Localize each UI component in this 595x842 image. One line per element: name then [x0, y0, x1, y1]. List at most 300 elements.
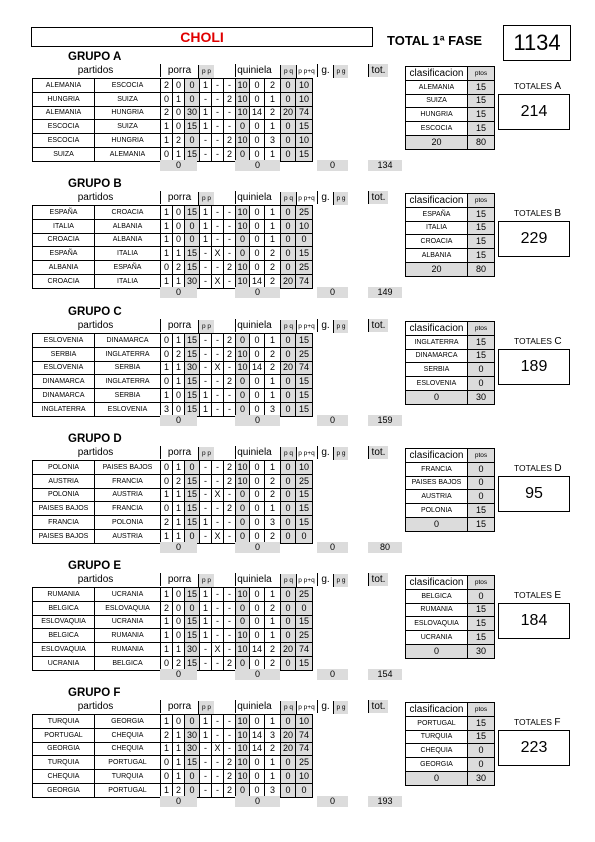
header-tot: tot. [368, 446, 388, 459]
match-pq: 0 [236, 502, 250, 516]
match-away: DINAMARCA [95, 334, 161, 348]
match-row [33, 389, 316, 403]
match-p1: 0 [161, 347, 173, 361]
match-pp: 30 [185, 361, 200, 375]
match-home: GEORGIA [33, 783, 95, 797]
match-p2: 2 [173, 261, 185, 275]
classification-points: 15 [468, 221, 495, 235]
match-p1: 1 [161, 488, 173, 502]
match-q2: - [224, 233, 236, 247]
match-pg: 20 [281, 106, 296, 120]
match-row [33, 461, 316, 475]
header-porra: porra [160, 319, 198, 332]
points-header: ptos [468, 322, 495, 336]
totals-label [514, 81, 561, 92]
match-ppq: 0 [250, 502, 265, 516]
match-ppq: 0 [250, 233, 265, 247]
match-q1: 1 [200, 629, 212, 643]
match-pq: 10 [236, 728, 250, 742]
match-ppq: 14 [250, 742, 265, 756]
match-p1: 0 [161, 147, 173, 161]
match-away: ITALIA [95, 274, 161, 288]
match-g: 1 [265, 715, 281, 729]
match-pg: 0 [281, 474, 296, 488]
classification-row [406, 758, 495, 772]
match-pp: 30 [185, 274, 200, 288]
match-row [33, 588, 316, 602]
totals-letter: F [554, 717, 561, 728]
match-g: 1 [265, 615, 281, 629]
match-pg: 0 [281, 461, 296, 475]
match-qx: - [212, 756, 224, 770]
header-partidos: partidos [77, 574, 114, 585]
match-tot: 15 [296, 375, 313, 389]
classification-team: PORTUGAL [406, 716, 468, 730]
match-q1: 1 [200, 402, 212, 416]
match-g: 3 [265, 783, 281, 797]
match-qx: X [212, 361, 224, 375]
match-qx: - [212, 233, 224, 247]
classification-sum-a: 20 [406, 135, 468, 149]
match-g: 1 [265, 233, 281, 247]
footer-tot: 159 [368, 415, 402, 426]
footer-porra: 0 [160, 160, 197, 171]
match-q2: 2 [224, 783, 236, 797]
header-g: g. [317, 64, 333, 77]
classification-sum-b: 80 [468, 135, 495, 149]
column-headers [32, 191, 404, 204]
footer-tot: 134 [368, 160, 402, 171]
match-qx: X [212, 247, 224, 261]
match-away: AUSTRIA [95, 529, 161, 543]
match-row [33, 742, 316, 756]
classification-team: ESPAÑA [406, 207, 468, 221]
match-q1: - [200, 529, 212, 543]
match-pp: 0 [185, 770, 200, 784]
classification-team: INGLATERRA [406, 335, 468, 349]
classification-team: ESLOVAQUIA [406, 617, 468, 631]
match-row [33, 361, 316, 375]
match-tot: 15 [296, 615, 313, 629]
classification-row [406, 631, 495, 645]
match-pq: 10 [236, 588, 250, 602]
match-q2: - [224, 361, 236, 375]
match-p2: 0 [173, 615, 185, 629]
match-ppq: 0 [250, 334, 265, 348]
match-ppq: 0 [250, 756, 265, 770]
header-pq: p q [280, 701, 296, 714]
match-ppq: 0 [250, 389, 265, 403]
match-row [33, 643, 316, 657]
match-home: PAISES BAJOS [33, 529, 95, 543]
column-headers [32, 700, 404, 713]
match-tot: 25 [296, 474, 313, 488]
match-q2: - [224, 516, 236, 530]
match-row [33, 233, 316, 247]
header-pg: p g [333, 574, 348, 587]
match-pq: 10 [236, 106, 250, 120]
match-home: TURQUIA [33, 715, 95, 729]
totals-label [514, 208, 561, 219]
match-home: ESPAÑA [33, 247, 95, 261]
match-ppq: 0 [250, 147, 265, 161]
match-p1: 0 [161, 756, 173, 770]
match-p1: 2 [161, 79, 173, 93]
match-qx: - [212, 206, 224, 220]
match-qx: - [212, 120, 224, 134]
group-total: 214 [498, 94, 570, 130]
header-ppq: p p+q [296, 447, 316, 460]
match-home: CHEQUIA [33, 770, 95, 784]
header-quiniela: quiniela [235, 319, 273, 332]
match-p1: 1 [161, 389, 173, 403]
classification-points: 15 [468, 108, 495, 122]
match-pg: 0 [281, 783, 296, 797]
match-pq: 0 [236, 601, 250, 615]
match-q1: 1 [200, 120, 212, 134]
match-q2: 2 [224, 770, 236, 784]
match-away: CHEQUIA [95, 728, 161, 742]
header-partidos: partidos [77, 192, 114, 203]
match-pq: 10 [236, 474, 250, 488]
match-tot: 25 [296, 588, 313, 602]
classification-row [406, 716, 495, 730]
match-row [33, 92, 316, 106]
match-pg: 0 [281, 715, 296, 729]
header-pp: p p [198, 65, 214, 78]
match-tot: 15 [296, 488, 313, 502]
match-pg: 0 [281, 334, 296, 348]
match-p2: 2 [173, 134, 185, 148]
footer-porra: 0 [160, 542, 197, 553]
match-ppq: 14 [250, 728, 265, 742]
column-headers [32, 319, 404, 332]
match-q1: - [200, 134, 212, 148]
header-quiniela: quiniela [235, 573, 273, 586]
match-q1: - [200, 261, 212, 275]
match-q1: 1 [200, 728, 212, 742]
match-pp: 15 [185, 120, 200, 134]
classification-table [405, 66, 495, 150]
match-tot: 25 [296, 629, 313, 643]
match-p1: 1 [161, 742, 173, 756]
match-qx: - [212, 389, 224, 403]
match-pq: 0 [236, 334, 250, 348]
header-g: g. [317, 573, 333, 586]
classification-points: 15 [468, 349, 495, 363]
match-pp: 15 [185, 347, 200, 361]
matches-table [32, 460, 316, 544]
match-p1: 0 [161, 474, 173, 488]
match-tot: 10 [296, 770, 313, 784]
group-total: 229 [498, 221, 570, 257]
match-p2: 1 [173, 502, 185, 516]
footer-quiniela: 0 [235, 796, 280, 807]
match-qx: - [212, 92, 224, 106]
classification-points: 15 [468, 80, 495, 94]
classification-points: 15 [468, 631, 495, 645]
totals-letter: C [554, 336, 562, 347]
header-pp: p p [198, 701, 214, 714]
match-g: 1 [265, 461, 281, 475]
match-p2: 1 [173, 461, 185, 475]
header-porra: porra [160, 700, 198, 713]
footer-g: 0 [317, 669, 348, 680]
group-d [32, 433, 577, 559]
match-g: 1 [265, 219, 281, 233]
match-qx: - [212, 474, 224, 488]
totals-label [514, 336, 562, 347]
header-g: g. [317, 446, 333, 459]
match-p2: 1 [173, 334, 185, 348]
classification-points: 0 [468, 758, 495, 772]
match-q1: 1 [200, 588, 212, 602]
match-q1: - [200, 461, 212, 475]
match-q2: 2 [224, 756, 236, 770]
classification-points: 15 [468, 335, 495, 349]
match-tot: 10 [296, 92, 313, 106]
match-home: GEORGIA [33, 742, 95, 756]
match-ppq: 0 [250, 488, 265, 502]
totals-letter: B [554, 208, 561, 219]
match-q1: - [200, 274, 212, 288]
classification-points: 15 [468, 249, 495, 263]
column-headers [32, 446, 404, 459]
match-away: ESLOVENIA [95, 402, 161, 416]
match-ppq: 0 [250, 206, 265, 220]
player-name: CHOLI [31, 27, 373, 47]
group-e [32, 560, 577, 686]
match-ppq: 14 [250, 106, 265, 120]
match-q1: 1 [200, 106, 212, 120]
header-pq: p q [280, 574, 296, 587]
match-pp: 15 [185, 488, 200, 502]
group-b [32, 178, 577, 304]
match-away: SUIZA [95, 120, 161, 134]
match-home: TURQUIA [33, 756, 95, 770]
match-ppq: 0 [250, 783, 265, 797]
total-phase-label: TOTAL 1ª FASE [387, 33, 483, 48]
match-row [33, 134, 316, 148]
header-ppq: p p+q [296, 701, 316, 714]
match-p1: 1 [161, 715, 173, 729]
match-q2: 2 [224, 474, 236, 488]
match-pg: 0 [281, 529, 296, 543]
match-away: POLONIA [95, 516, 161, 530]
match-p2: 1 [173, 361, 185, 375]
match-p2: 1 [173, 643, 185, 657]
classification-points: 0 [468, 476, 495, 490]
match-pp: 0 [185, 92, 200, 106]
classification-row [406, 490, 495, 504]
classification-team: AUSTRIA [406, 490, 468, 504]
match-home: BELGICA [33, 601, 95, 615]
match-tot: 0 [296, 233, 313, 247]
match-pg: 0 [281, 516, 296, 530]
classification-points: 15 [468, 235, 495, 249]
match-row [33, 106, 316, 120]
match-pg: 20 [281, 361, 296, 375]
match-away: ALBANIA [95, 219, 161, 233]
match-pg: 0 [281, 756, 296, 770]
match-qx: - [212, 629, 224, 643]
match-p1: 3 [161, 402, 173, 416]
match-ppq: 0 [250, 588, 265, 602]
match-ppq: 0 [250, 219, 265, 233]
classification-table [405, 575, 495, 659]
match-q2: - [224, 629, 236, 643]
match-pp: 15 [185, 615, 200, 629]
match-ppq: 0 [250, 261, 265, 275]
match-pq: 0 [236, 389, 250, 403]
match-g: 2 [265, 474, 281, 488]
match-home: UCRANIA [33, 656, 95, 670]
classification-row [406, 207, 495, 221]
match-g: 2 [265, 643, 281, 657]
match-g: 2 [265, 488, 281, 502]
match-q2: 2 [224, 147, 236, 161]
match-q2: 2 [224, 347, 236, 361]
match-q1: - [200, 361, 212, 375]
match-row [33, 601, 316, 615]
match-q1: - [200, 92, 212, 106]
match-p1: 2 [161, 601, 173, 615]
classification-sum-a: 0 [406, 390, 468, 404]
match-q2: - [224, 402, 236, 416]
header-quiniela: quiniela [235, 191, 273, 204]
matches-table [32, 205, 316, 289]
header-partidos: partidos [77, 320, 114, 331]
classification-team: SERBIA [406, 363, 468, 377]
match-qx: - [212, 656, 224, 670]
match-p1: 1 [161, 529, 173, 543]
match-row [33, 247, 316, 261]
totals-word: TOTALES [514, 717, 552, 727]
match-q2: - [224, 106, 236, 120]
classification-sum-a: 0 [406, 517, 468, 531]
group-total: 189 [498, 349, 570, 385]
match-g: 1 [265, 389, 281, 403]
match-pq: 10 [236, 219, 250, 233]
match-row [33, 219, 316, 233]
classification-row [406, 94, 495, 108]
matches-table [32, 78, 316, 162]
total-phase-value: 1134 [503, 25, 571, 61]
classification-team: RUMANIA [406, 603, 468, 617]
match-pg: 0 [281, 402, 296, 416]
match-home: INGLATERRA [33, 402, 95, 416]
match-p1: 1 [161, 233, 173, 247]
match-away: INGLATERRA [95, 347, 161, 361]
match-pq: 10 [236, 715, 250, 729]
classification-team: ESCOCIA [406, 122, 468, 136]
match-pg: 0 [281, 656, 296, 670]
match-pp: 15 [185, 474, 200, 488]
match-pp: 0 [185, 783, 200, 797]
match-p2: 0 [173, 233, 185, 247]
match-p2: 0 [173, 629, 185, 643]
match-home: AUSTRIA [33, 474, 95, 488]
header-g: g. [317, 700, 333, 713]
match-home: POLONIA [33, 461, 95, 475]
header-ppq: p p+q [296, 192, 316, 205]
match-tot: 15 [296, 247, 313, 261]
footer-quiniela: 0 [235, 669, 280, 680]
match-pp: 15 [185, 656, 200, 670]
classification-points: 0 [468, 377, 495, 391]
match-p1: 0 [161, 92, 173, 106]
header-porra: porra [160, 64, 198, 77]
match-home: BELGICA [33, 629, 95, 643]
match-home: POLONIA [33, 488, 95, 502]
match-row [33, 756, 316, 770]
points-header: ptos [468, 449, 495, 463]
classification-points: 15 [468, 207, 495, 221]
classification-header: clasificacion [406, 703, 468, 717]
match-p2: 1 [173, 488, 185, 502]
match-pq: 0 [236, 147, 250, 161]
match-row [33, 488, 316, 502]
group-a [32, 51, 577, 177]
match-qx: - [212, 783, 224, 797]
footer-porra: 0 [160, 415, 197, 426]
classification-points: 15 [468, 730, 495, 744]
match-home: CROACIA [33, 274, 95, 288]
classification-team: CHEQUIA [406, 744, 468, 758]
match-g: 2 [265, 247, 281, 261]
match-q2: 2 [224, 134, 236, 148]
totals-label [514, 463, 562, 474]
match-pp: 0 [185, 233, 200, 247]
match-q1: - [200, 742, 212, 756]
match-tot: 74 [296, 361, 313, 375]
matches-table [32, 714, 316, 798]
match-away: ESPAÑA [95, 261, 161, 275]
match-away: RUMANIA [95, 643, 161, 657]
match-tot: 74 [296, 106, 313, 120]
classification-row [406, 221, 495, 235]
match-pq: 10 [236, 206, 250, 220]
match-pp: 15 [185, 389, 200, 403]
match-q2: - [224, 389, 236, 403]
match-tot: 25 [296, 347, 313, 361]
classification-row [406, 249, 495, 263]
match-pp: 15 [185, 756, 200, 770]
match-q2: 2 [224, 261, 236, 275]
match-away: ESLOVAQUIA [95, 601, 161, 615]
match-q1: - [200, 488, 212, 502]
match-row [33, 120, 316, 134]
header-porra: porra [160, 573, 198, 586]
classification-points: 0 [468, 363, 495, 377]
group-title: GRUPO D [68, 433, 122, 445]
match-g: 1 [265, 334, 281, 348]
match-g: 1 [265, 629, 281, 643]
header-pq: p q [280, 65, 296, 78]
match-pg: 0 [281, 233, 296, 247]
match-ppq: 0 [250, 474, 265, 488]
match-qx: - [212, 588, 224, 602]
match-ppq: 0 [250, 601, 265, 615]
match-qx: X [212, 742, 224, 756]
match-pp: 30 [185, 643, 200, 657]
match-home: SUIZA [33, 147, 95, 161]
header-tot: tot. [368, 64, 388, 77]
match-q1: - [200, 334, 212, 348]
match-away: FRANCIA [95, 502, 161, 516]
match-q2: - [224, 742, 236, 756]
match-q1: - [200, 770, 212, 784]
